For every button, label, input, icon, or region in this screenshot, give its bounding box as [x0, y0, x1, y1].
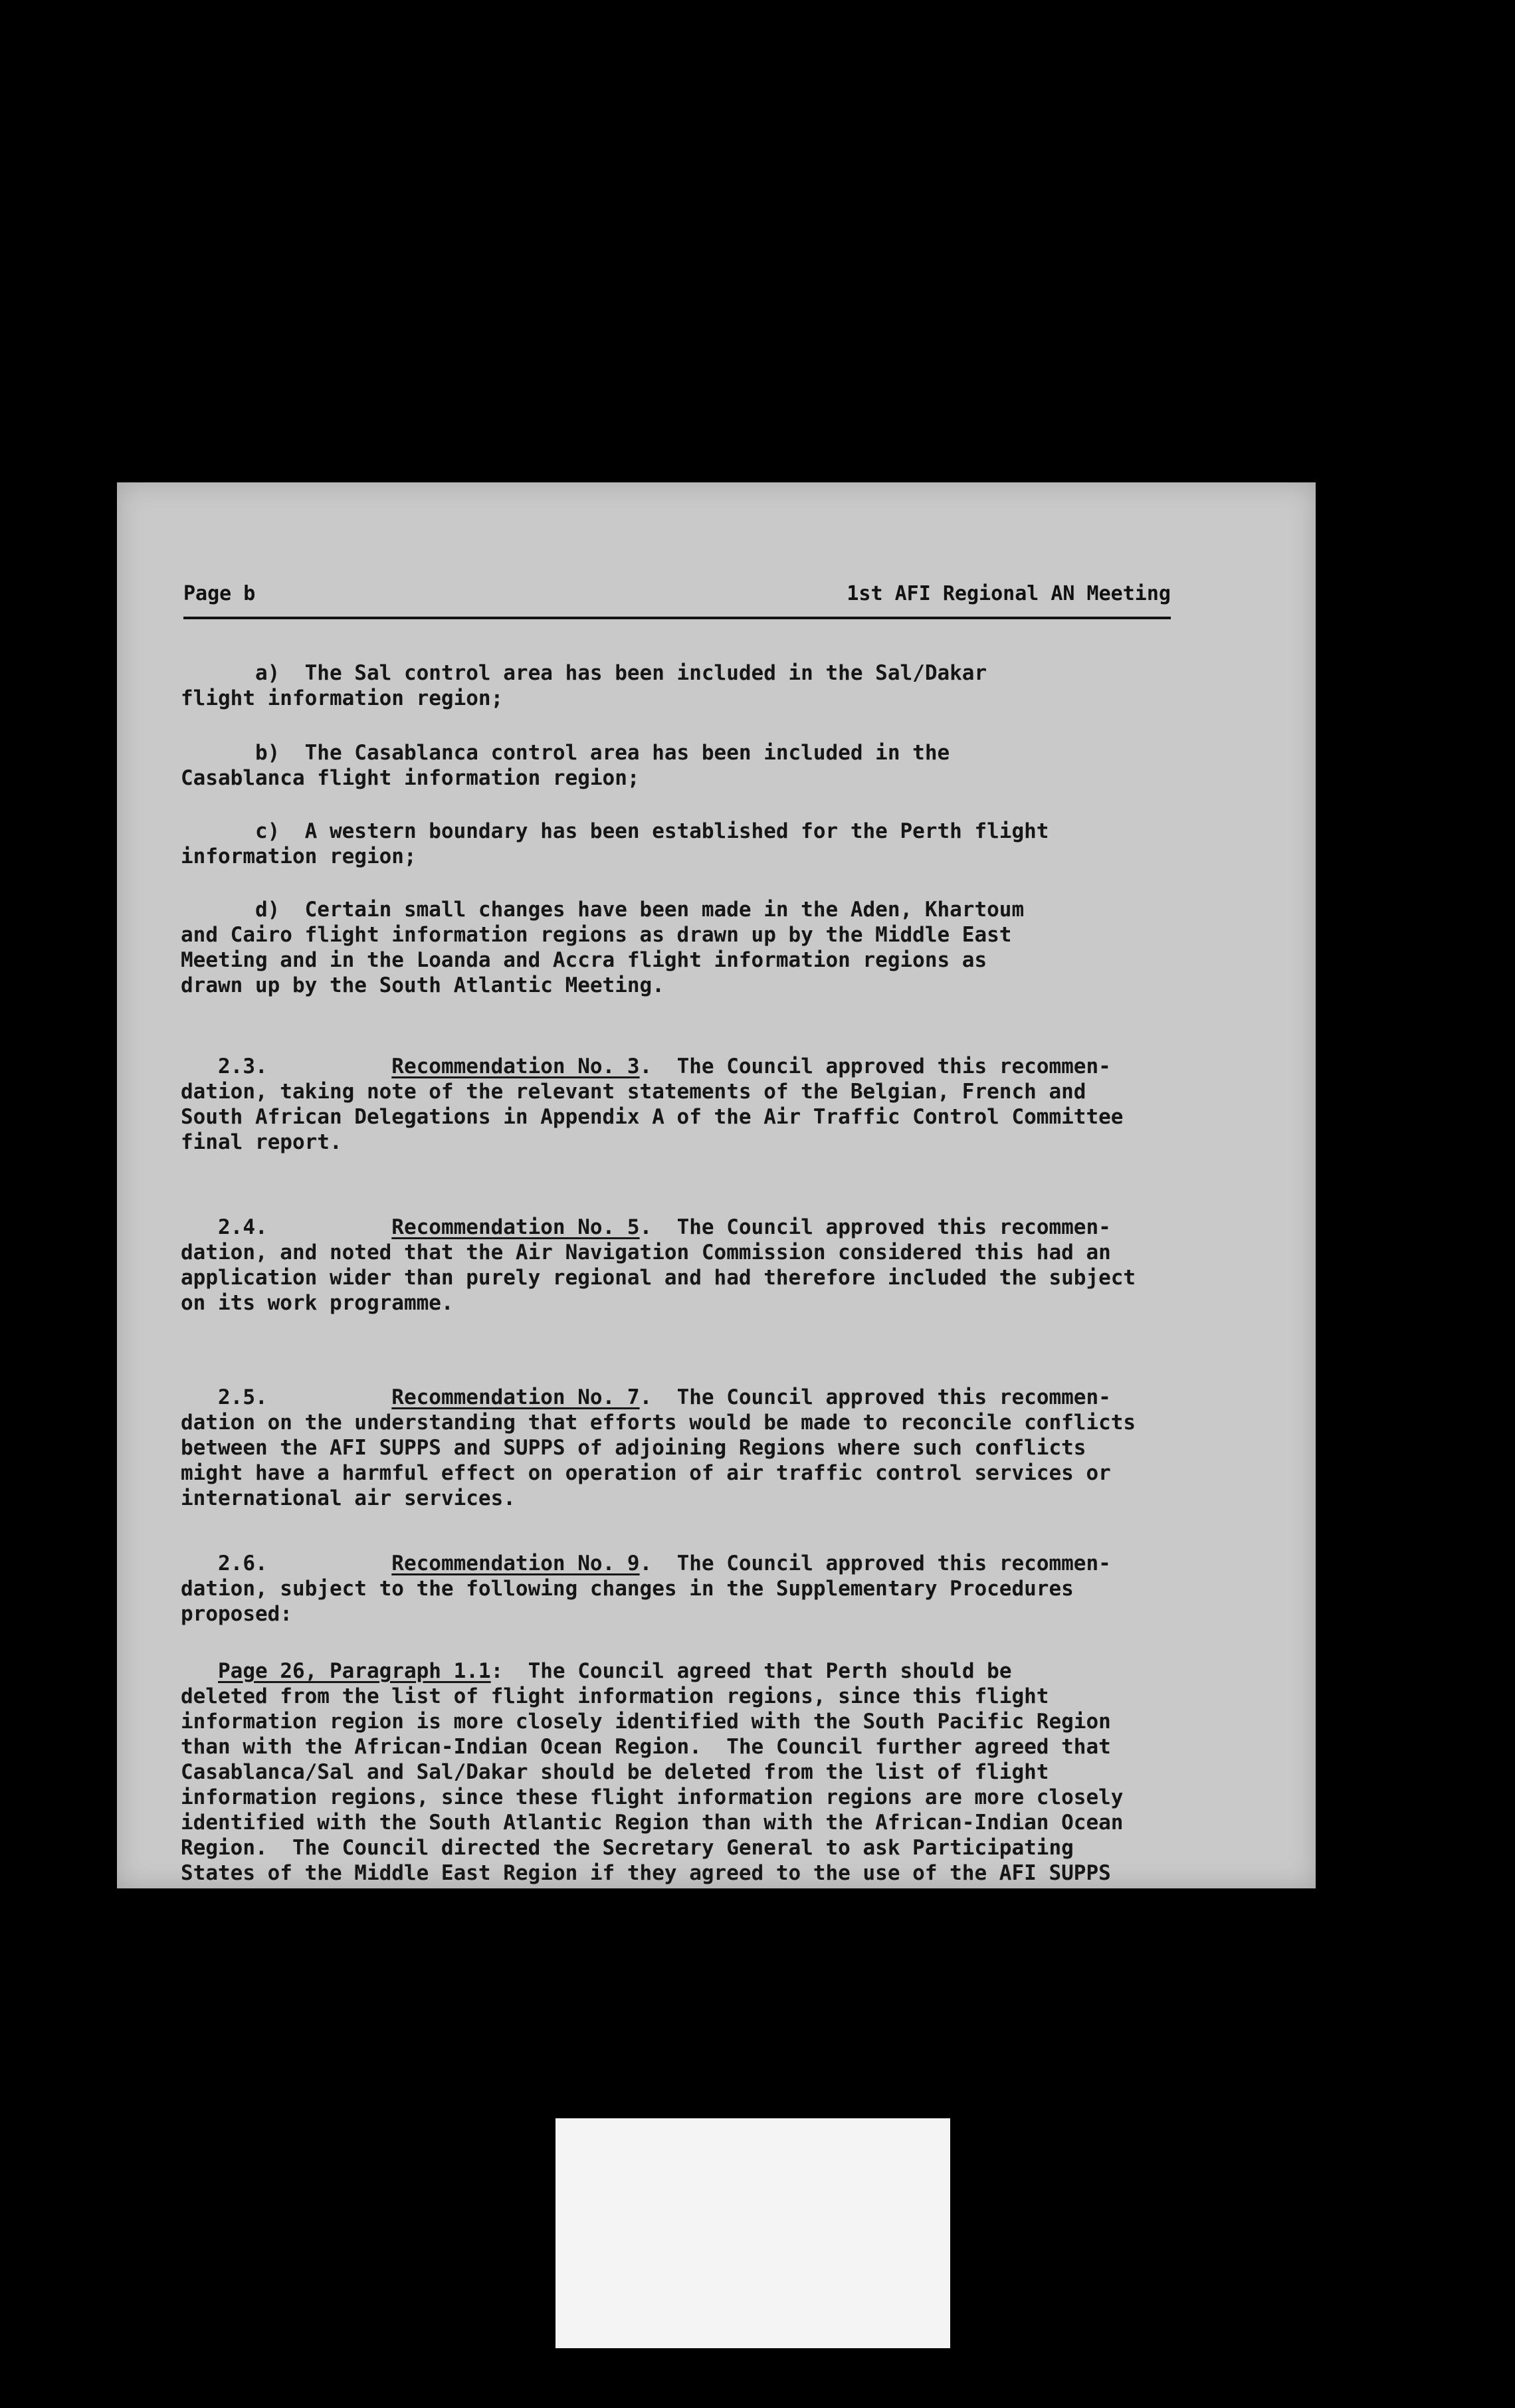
- item-a: a) The Sal control area has been included in the Sal/Dakar flight information region;: [181, 661, 987, 710]
- page-header: [183, 582, 1171, 622]
- item-d: d) Certain small changes have been made in the Aden, Khartoum and Cairo flight information regions as drawn up by the Middle East Meeting and in the Loanda and Accra flight information regions as drawn up by the South Atlantic Meeting.: [181, 898, 1025, 997]
- recommendation-2-3: [181, 1054, 1217, 1155]
- page-number: Page b: [183, 582, 256, 605]
- section-number: 2.6.: [181, 1552, 392, 1575]
- paragraph-reference: Page 26, Paragraph 1.1: [218, 1659, 491, 1683]
- header-rule: [183, 617, 1171, 619]
- indent: [181, 1659, 218, 1683]
- recommendation-text: . The Council approved this recommen- dation, and noted that the Air Navigation Commission considered this had an application wider than purely regional and had therefore included the subject on its work programme.: [181, 1215, 1136, 1315]
- meeting-title: 1st AFI Regional AN Meeting: [847, 582, 1171, 605]
- paragraph-text: : The Council agreed that Perth should be deleted from the list of flight information regions, since this flight information region is more closely identified with the South Pacific Region than with the African-Indian Ocean Region. The Council further agreed that Casablanca/Sal and Sal/Dakar should be deleted from the list of flight information regions, since these flight information regions are more closely identified with the South Atlantic Region than with the African-Indian Ocean Region. The Council directed the Secretary General to ask Participating States of the Middle East Region if they agreed to the use of the AFI SUPPS: [181, 1659, 1124, 1885]
- blank-card: [556, 2118, 950, 2348]
- section-number: 2.4.: [181, 1215, 392, 1239]
- page-26-paragraph: [181, 1658, 1217, 1886]
- recommendation-2-5: [181, 1385, 1217, 1511]
- recommendation-text: . The Council approved this recommen- dation, taking note of the relevant statements of the Belgian, French and South African Delegations in Appendix A of the Air Traffic Control Committee final report.: [181, 1054, 1124, 1154]
- recommendation-text: . The Council approved this recommen- dation on the understanding that efforts would be made to reconcile conflicts between the AFI SUPPS and SUPPS of adjoining Regions where such conflicts might have a harmful effect on operation of air traffic control services or international air services.: [181, 1385, 1136, 1510]
- item-c: c) A western boundary has been established for the Perth flight information region;: [181, 819, 1049, 868]
- item-b: b) The Casablanca control area has been included in the Casablanca flight information region;: [181, 741, 950, 790]
- recommendation-2-4: [181, 1215, 1217, 1316]
- recommendation-text: . The Council approved this recommen- dation, subject to the following changes in the Supplementary Procedures proposed:: [181, 1552, 1111, 1626]
- recommendation-title: Recommendation No. 5: [391, 1215, 640, 1239]
- section-number: 2.5.: [181, 1385, 392, 1409]
- recommendation-title: Recommendation No. 9: [391, 1552, 640, 1575]
- recommendation-2-6: [181, 1551, 1217, 1627]
- document-page: [117, 482, 1316, 1888]
- section-number: 2.3.: [181, 1054, 392, 1078]
- recommendation-title: Recommendation No. 7: [391, 1385, 640, 1409]
- recommendation-title: Recommendation No. 3: [391, 1054, 640, 1078]
